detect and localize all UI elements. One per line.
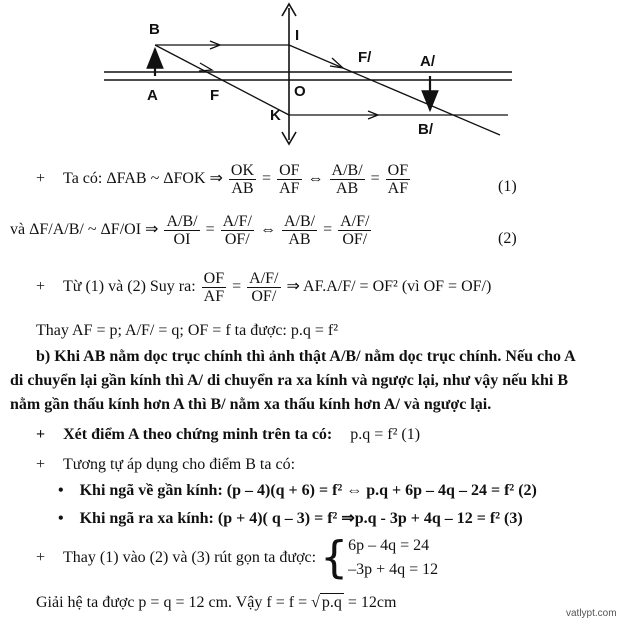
iff: ⇔ <box>259 221 276 239</box>
paragraph-b-line-1: b) Khi AB nằm dọc trục chính thì ảnh thật A/B/ nằm dọc trục chính. Nếu cho A <box>36 348 576 365</box>
iff: ⇔ <box>307 170 324 188</box>
equals: = <box>323 221 333 239</box>
case-near-line <box>58 482 537 500</box>
equals: = <box>232 278 242 296</box>
fraction-apfp-ofp-2: $\frac{A/F/}{OF/}$ <box>340 213 370 248</box>
label-K: K <box>270 107 281 124</box>
ray-diagram <box>0 0 640 160</box>
bullet: + <box>36 170 46 188</box>
bullet: + <box>36 549 46 566</box>
ray-refracted-1 <box>289 45 500 135</box>
system-eq-1: 6p – 4q = 24 <box>348 537 430 554</box>
watermark: vatlypt.com <box>566 608 617 619</box>
fraction-apfp-ofp-3: $\frac{A/F/}{OF/}$ <box>249 270 279 305</box>
system-text: Thay (1) vào (2) và (3) rút gọn ta được: <box>63 549 317 566</box>
label-O: O <box>294 83 306 100</box>
equation-line-3 <box>36 270 491 305</box>
sqrt-radicand: p.q <box>321 594 342 611</box>
line1-lead: Ta có: ΔFAB ~ ΔFOK ⇒ <box>63 170 223 188</box>
label-B-prime: B/ <box>418 121 433 138</box>
result-text: Giải hệ ta được p = q = 12 cm. Vậy f = f = <box>36 594 308 611</box>
case-far-text: Khi ngã ra xa kính: (p + 4)( q – 3) = f² ⇒p.q - 3p + 4q – 12 = f² (3) <box>79 510 523 527</box>
point-a-eq: p.q = f² (1) <box>350 426 421 443</box>
equals: = <box>205 221 215 239</box>
equation-line-2 <box>10 213 373 248</box>
label-F: F <box>210 87 220 104</box>
case-near-text: Khi ngã về gần kính: (p – 4)(q + 6) = f² ⇔ p.q + 6p – 4q – 24 = f² (2) <box>79 482 537 499</box>
label-A-prime: A/ <box>420 53 435 70</box>
equation-system <box>348 534 438 582</box>
label-I: I <box>295 27 300 44</box>
line3-lead: Từ (1) và (2) Suy ra: <box>63 278 196 296</box>
line3-tail: ⇒ AF.A/F/ = OF² (vì OF = OF/) <box>286 278 492 296</box>
bullet: + <box>36 278 46 296</box>
equation-line-1 <box>36 162 412 197</box>
fraction-of-af-2: $\frac{OF}{AF}$ <box>387 162 409 197</box>
point-a-line <box>36 426 420 444</box>
equation-tag-1: (1) <box>498 178 517 195</box>
fraction-of-af: $\frac{OF}{AF}$ <box>279 162 300 197</box>
point-b-line <box>36 456 295 474</box>
label-F-prime: F/ <box>358 49 372 66</box>
equals: = <box>262 170 272 188</box>
label-B: B <box>149 21 160 38</box>
equation-tag-2: (2) <box>498 230 517 247</box>
equals: = <box>370 170 380 188</box>
paragraph-b-line-2: di chuyển lại gần kính thì A/ di chuyển ra xa kính và ngược lại, như vậy nếu khi B <box>10 372 569 389</box>
sqrt-sign: √ <box>311 594 320 611</box>
paragraph-b-line-3: nằm gần thấu kính hơn A thì B/ nằm xa thấu kính hơn A/ và ngược lại. <box>10 396 492 413</box>
ray-through-focus-arrow <box>199 63 212 71</box>
case-far-line <box>58 508 523 528</box>
system-brace: { <box>320 532 349 583</box>
fraction-apfp-ofp: $\frac{A/F/}{OF/}$ <box>222 213 252 248</box>
system-eq-2: –3p + 4q = 12 <box>348 561 439 578</box>
dot-bullet: • <box>58 482 64 499</box>
dot-bullet: • <box>58 510 64 527</box>
fraction-apbp-ab: $\frac{A/B/}{AB}$ <box>331 162 363 197</box>
point-b-text: Tương tự áp dụng cho điểm B ta có: <box>63 456 296 473</box>
fraction-of-af-3: $\frac{OF}{AF}$ <box>203 270 225 305</box>
result-line <box>36 594 396 612</box>
substitution-line: Thay AF = p; A/F/ = q; OF = f ta được: p.q = f² <box>36 322 339 339</box>
label-A: A <box>147 87 158 104</box>
fraction-apbp-oi: $\frac{A/B/}{OI}$ <box>166 213 198 248</box>
bullet: + <box>36 456 46 473</box>
system-line <box>36 534 438 582</box>
fraction-apbp-ab: $\frac{A/B/}{AB}$ <box>283 213 316 248</box>
result-tail: = 12cm <box>347 594 397 611</box>
point-a-text: Xét điểm A theo chứng minh trên ta có: <box>63 426 333 443</box>
line2-lead: và ΔF/A/B/ ~ ΔF/OI ⇒ <box>10 221 159 239</box>
fraction-ok-ab: $\frac{OK}{AB}$ <box>230 162 255 197</box>
bullet: + <box>36 426 46 443</box>
